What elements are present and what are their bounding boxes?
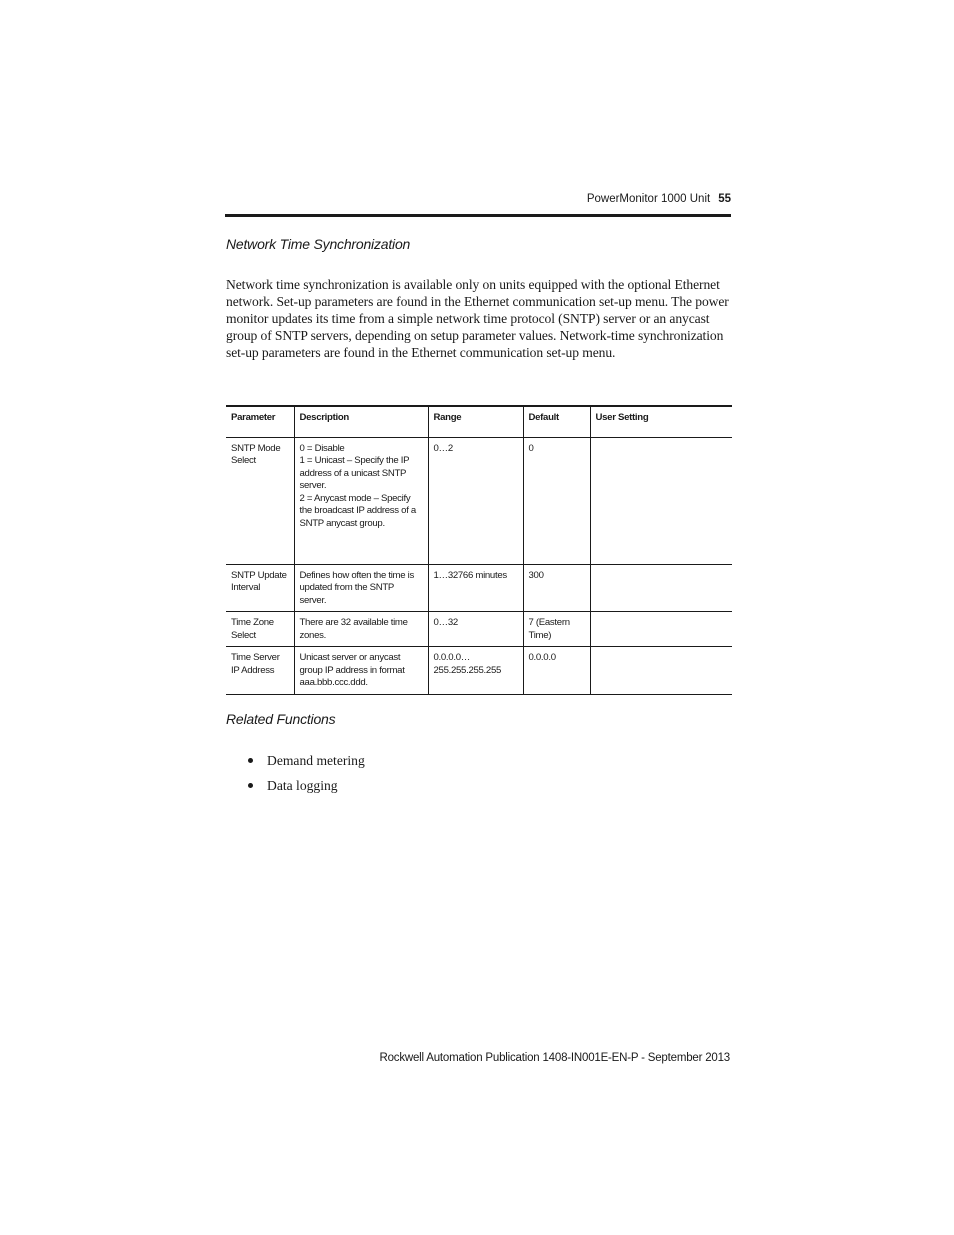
description-line: Defines how often the time is updated from the SNTP server. [299,569,414,606]
description-line: 0 = Disable [299,442,345,454]
cell-range: 0…2 [428,437,523,564]
table-row [226,612,732,647]
cell-parameter: Time Server IP Address [226,647,294,695]
table-row [226,437,732,564]
body-paragraph: Network time synchronization is available only on units equipped with the optional Ethernet network. Set-up parameters are found in the Ethernet communication set-up menu. The power monitor updates its time from a simple network time protocol (SNTP) server or an anycast group of SNTP servers, depending on setup parameter values. Network-time synchronization set-up parameters are found in the Ethernet communication set-up menu. [226,277,729,360]
header-default: Default [523,406,590,437]
cell-description [294,647,428,695]
description-line: Unicast server or anycast group IP address in format aaa.bbb.ccc.ddd. [299,652,405,688]
cell-description [294,564,428,612]
page-number: 55 [718,193,731,205]
cell-default: 0.0.0.0 [523,647,590,695]
parameter-table [226,405,732,695]
bullet-icon [248,758,253,763]
list-item [248,752,365,777]
cell-default: 300 [523,564,590,612]
description-line: 2 = Anycast mode – Specify the broadcast IP address of a SNTP anycast group. [299,492,416,529]
list-item [248,777,365,802]
cell-default: 0 [523,437,590,564]
table-header-row [226,406,732,437]
related-functions-list [248,752,365,802]
running-header-title: PowerMonitor 1000 Unit [586,193,711,205]
cell-default: 7 (Eastern Time) [523,612,590,647]
running-header [226,193,731,205]
list-item-label: Demand metering [267,753,365,768]
bullet-icon [248,783,253,788]
header-parameter: Parameter [226,406,294,437]
cell-user-setting [590,612,732,647]
cell-parameter: SNTP Update Interval [226,564,294,612]
cell-parameter: SNTP Mode Select [226,437,294,564]
cell-user-setting [590,437,732,564]
list-item-label: Data logging [267,778,338,793]
table-row [226,647,732,695]
cell-parameter: Time Zone Select [226,612,294,647]
cell-range: 0.0.0.0… 255.255.255.255 [428,647,523,695]
cell-description [294,612,428,647]
header-range: Range [428,406,523,437]
related-functions-title: Related Functions [226,711,336,727]
section-title: Network Time Synchronization [226,236,411,252]
description-line: 1 = Unicast – Specify the IP address of a unicast SNTP server. [299,455,410,491]
cell-range: 1…32766 minutes [428,564,523,612]
description-line: There are 32 available time zones. [299,617,408,641]
cell-description [294,437,428,564]
publication-footer: Rockwell Automation Publication 1408-IN001E-EN-P - September 2013 [379,1052,730,1064]
cell-user-setting [590,647,732,695]
header-description: Description [294,406,428,437]
table-row [226,564,732,612]
cell-range: 0…32 [428,612,523,647]
header-rule [225,214,731,217]
cell-user-setting [590,564,732,612]
header-user-setting: User Setting [590,406,732,437]
